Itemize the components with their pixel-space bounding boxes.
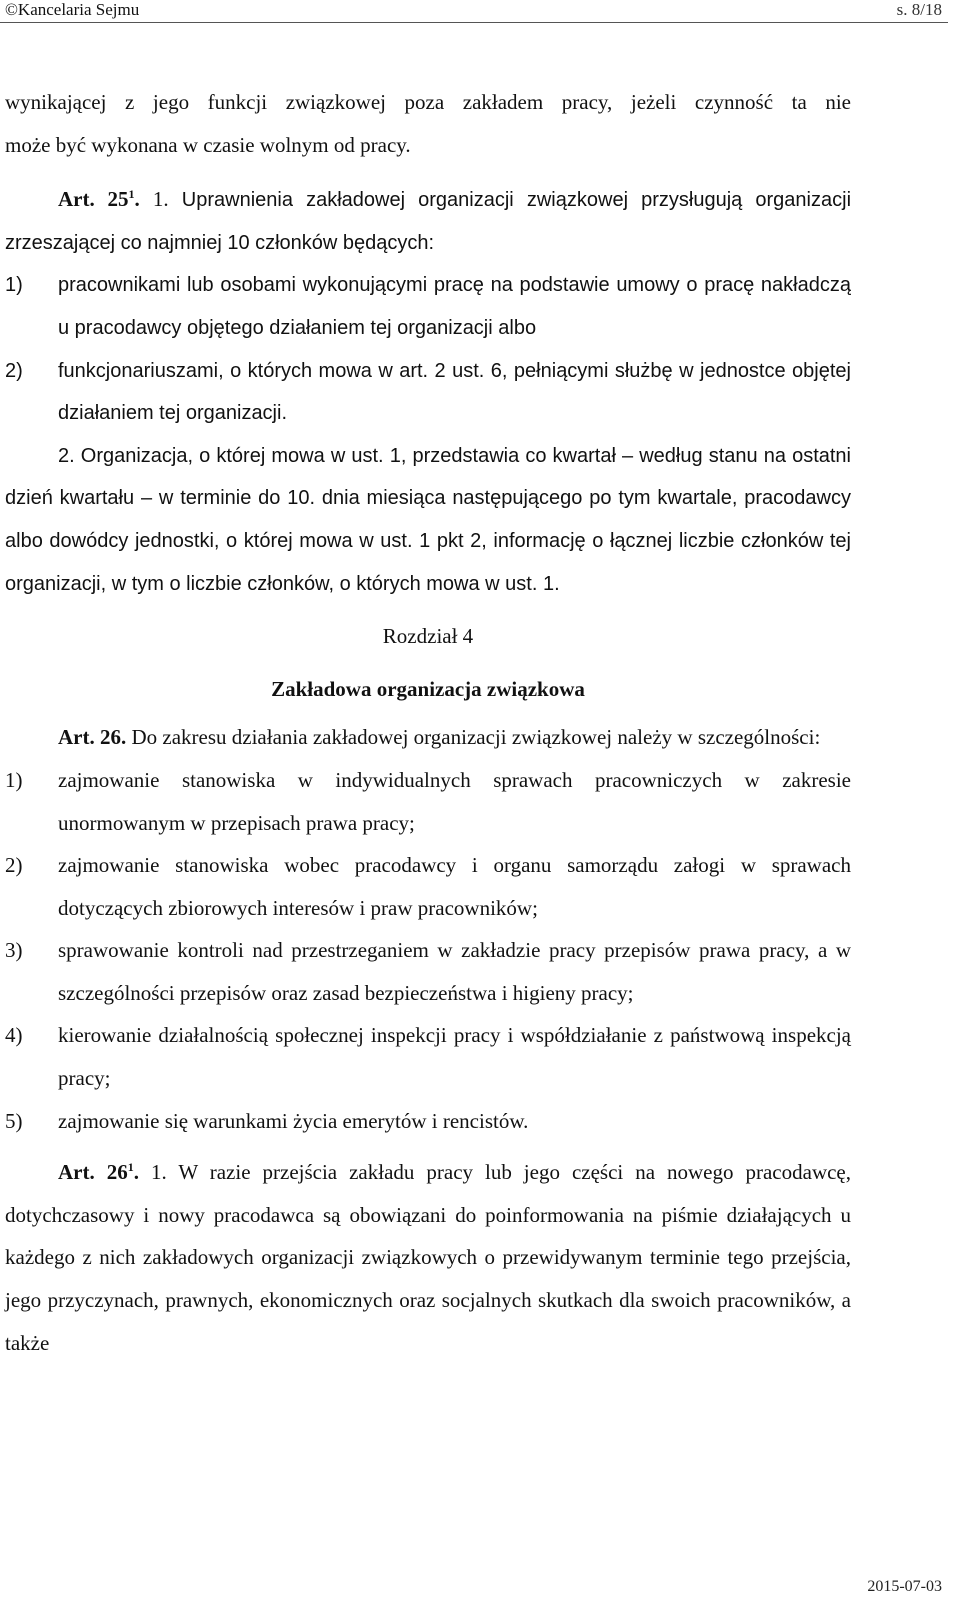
list-item xyxy=(5,844,851,929)
spacer xyxy=(5,166,851,178)
continuation-line-1: wynikającej z jego funkcji związkowej poza zakładem pracy, jeżeli czynność ta nie xyxy=(5,90,851,114)
paragraph-number: 1. xyxy=(152,187,169,212)
header-divider xyxy=(0,22,948,23)
list-item xyxy=(5,264,851,349)
list-item-text: zajmowanie stanowiska w indywidualnych sprawach pracowniczych w zakresie unormowanym w przepisach prawa pracy; xyxy=(58,767,851,835)
article-text: W razie przejścia zakładu pracy lub jego części na nowego pracodawcę, dotychczasowy i nowy pracodawca są obowiązani do poinformowania na piśmie działających u każdego z nich zakładowych organizacji związkowych o przewidywanym terminie tego przejścia, jego przyczynach, prawnych, ekonomicznych oraz socjalnych skutkach dla swoich pracowników, a także xyxy=(5,1160,852,1355)
list-item-text: zajmowanie stanowiska wobec pracodawcy i organu samorządu załogi w sprawach dotyczących zbiorowych interesów i praw pracowników; xyxy=(58,853,851,920)
list-item xyxy=(5,1014,851,1099)
spacer xyxy=(5,605,851,615)
list-item xyxy=(5,929,851,1014)
list-item xyxy=(5,759,851,844)
list-item-text: pracownikami lub osobami wykonującymi pracę na podstawie umowy o pracę nakładczą u pracodawcy objętego działaniem tej organizacji albo xyxy=(58,274,851,339)
article-25-1-paragraph-2: 2. Organizacja, o której mowa w ust. 1, przedstawia co kwartał – według stanu na ostatni dzień kwartału – w terminie do 10. dnia miesiąca następującego po tym kwartale, pracodawcy albo dowódcy jednostki, o której mowa w ust. 1 pkt 2, informację o łącznej liczbie członków tej organizacji, w tym o liczbie członków, o których mowa w ust. 1. xyxy=(5,444,851,595)
list-item-text: funkcjonariuszami, o których mowa w art. 2 ust. 6, pełniącymi służbę w jednostce objętej działaniem tej organizacji. xyxy=(58,359,851,425)
list-item-number: 3) xyxy=(5,938,23,963)
article-26-1 xyxy=(5,1151,851,1364)
list-item-number: 1) xyxy=(5,767,23,792)
article-26 xyxy=(5,716,851,759)
list-item-number: 1) xyxy=(5,274,23,297)
article-intro: Uprawnienia zakładowej organizacji związkowej przysługują organizacji zrzeszającej co najmniej 10 członków będących: xyxy=(5,189,852,254)
list-item-number: 4) xyxy=(5,1023,23,1048)
article-label: Art. 26. xyxy=(58,725,127,750)
list-item-text: zajmowanie się warunkami życia emerytów i rencistów. xyxy=(58,1108,529,1133)
document-date: 2015-07-03 xyxy=(867,1578,942,1595)
list-item-number: 2) xyxy=(5,853,23,878)
list-item-number: 5) xyxy=(5,1108,23,1133)
paragraph-number: 1. xyxy=(150,1160,167,1185)
list-item-text: sprawowanie kontroli nad przestrzeganiem w zakładzie pracy przepisów prawa pracy, a w szczególności przepisów oraz zasad bezpieczeństwa i higieny pracy; xyxy=(58,938,851,1005)
document-body xyxy=(5,81,851,1364)
chapter-number: Rozdział 4 xyxy=(382,624,474,649)
article-label: Art. $26^1$. xyxy=(58,1160,139,1185)
article-25-1 xyxy=(5,178,851,264)
list-item xyxy=(5,1100,851,1143)
spacer xyxy=(5,658,851,668)
list-item-text: kierowanie działalnością społecznej inspekcji pracy i współdziałanie z państwową inspekcją pracy; xyxy=(58,1023,851,1091)
copyright-header: ©Kancelaria Sejmu xyxy=(5,0,140,19)
list-item xyxy=(5,350,851,435)
chapter-title: Zakładowa organizacja związkowa xyxy=(271,676,585,701)
article-label: Art. $25^1$. xyxy=(58,187,140,212)
list-item-number: 2) xyxy=(5,359,23,382)
continuation-line-2: może być wykonana w czasie wolnym od pracy. xyxy=(5,132,411,157)
article-intro: Do zakresu działania zakładowej organizacji związkowej należy w szczególności: xyxy=(131,725,821,750)
page-number: s. 8/18 xyxy=(896,0,942,19)
